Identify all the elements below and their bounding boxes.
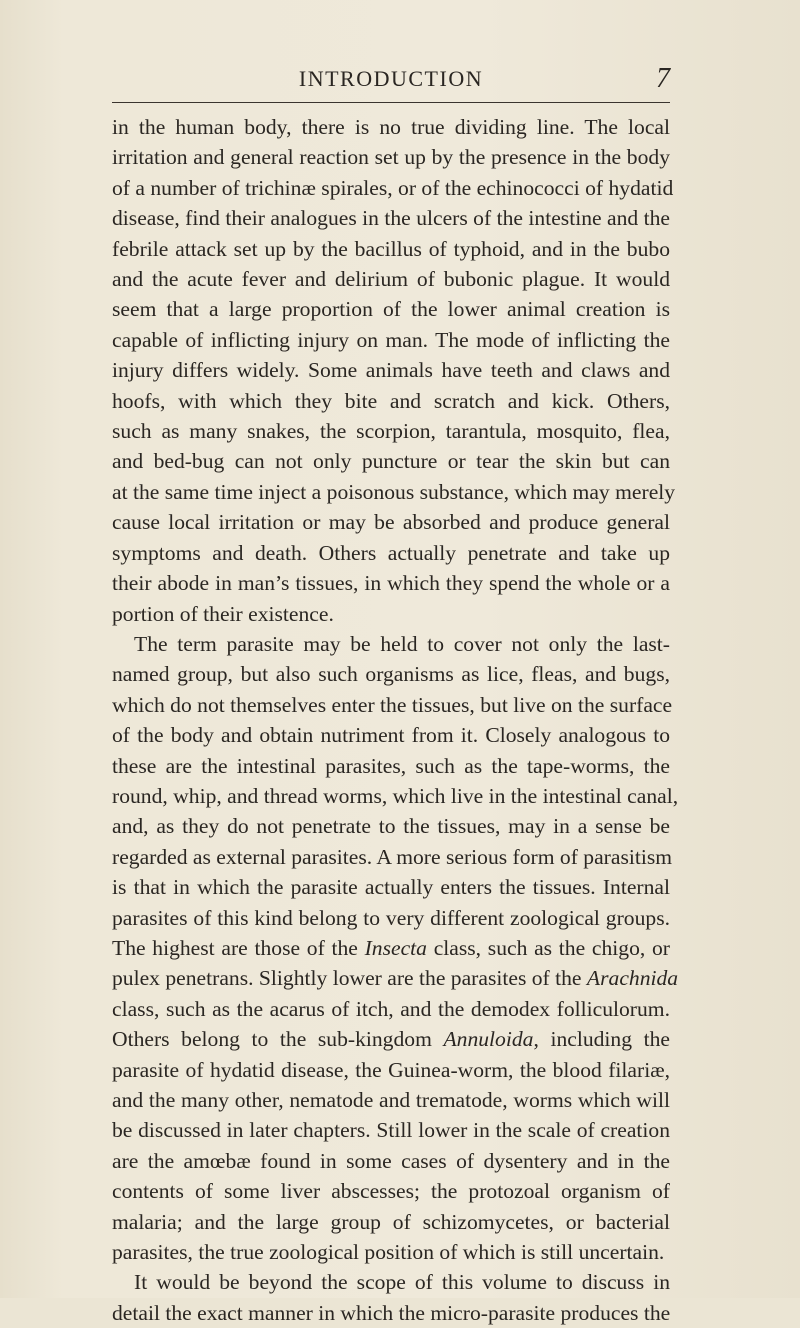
text-line <box>112 1115 670 1145</box>
text-run: these are the intestinal parasites, such as the tape-worms, the <box>112 753 670 778</box>
text-run: It would be beyond the scope of this volume to discuss in <box>134 1270 670 1295</box>
text-run: and, as they do not penetrate to the tissues, may in a sense be <box>112 814 670 839</box>
text-run: parasites of this kind belong to very different zoological groups. <box>112 905 670 930</box>
text-line <box>112 781 679 811</box>
text-run: regarded as external parasites. A more serious form of parasitism <box>112 844 673 869</box>
text-run: seem that a large proportion of the lower animal creation is <box>112 297 670 322</box>
text-line <box>112 994 670 1024</box>
text-run: detail the exact manner in which the micro-parasite produces the <box>112 1300 671 1325</box>
text-line <box>112 751 670 781</box>
text-line <box>112 933 670 963</box>
body-text <box>112 112 679 1328</box>
text-line <box>112 416 670 446</box>
text-run: febrile attack set up by the bacillus of typhoid, and in the bubo <box>112 236 670 261</box>
text-line <box>112 1237 670 1267</box>
italic-term: Arachnida <box>586 966 679 991</box>
text-line <box>112 659 670 689</box>
text-line <box>112 477 676 507</box>
text-line <box>112 203 670 233</box>
text-line <box>112 872 670 902</box>
text-line <box>112 1298 670 1328</box>
text-line <box>112 507 670 537</box>
text-line <box>112 1024 670 1054</box>
text-run: is that in which the parasite actually enters the tissues. Internal <box>112 875 670 900</box>
text-run: and the many other, nematode and trematode, worms which will <box>112 1088 670 1112</box>
text-line <box>112 842 673 872</box>
text-run: , including the <box>533 1027 670 1052</box>
text-line <box>112 963 679 993</box>
text-line <box>112 355 670 385</box>
text-line <box>112 1146 670 1176</box>
text-line <box>112 538 670 568</box>
text-run: named group, but also such organisms as lice, fleas, and bugs, <box>112 662 670 687</box>
text-line <box>112 690 673 720</box>
text-run: contents of some liver abscesses; the protozoal organism of <box>112 1179 670 1204</box>
text-run: which do not themselves enter the tissues, but live on the surface <box>112 692 673 717</box>
page-number: 7 <box>656 63 670 94</box>
text-line <box>112 568 670 598</box>
text-run: class, such as the chigo, or <box>426 935 670 960</box>
text-run: of a number of trichinæ spirales, or of the echinococci of hydatid <box>112 175 674 200</box>
text-run: injury differs widely. Some animals have teeth and claws and <box>112 358 670 383</box>
text-run: their abode in man’s tissues, in which they spend the whole or a <box>112 571 670 596</box>
text-run: and the acute fever and delirium of bubonic plague. It would <box>112 267 670 292</box>
text-line <box>112 142 670 172</box>
text-run: at the same time inject a poisonous substance, which may merely <box>112 479 676 504</box>
text-run: hoofs, with which they bite and scratch and kick. Others, <box>112 388 670 413</box>
text-run: pulex penetrans. Slightly lower are the parasites of the <box>112 966 587 991</box>
text-line <box>112 1267 670 1297</box>
text-line <box>112 629 670 659</box>
italic-term: Annuloida <box>443 1027 534 1052</box>
text-line <box>112 903 670 933</box>
text-run: irritation and general reaction set up by the presence in the body <box>112 145 670 170</box>
text-line <box>112 325 670 355</box>
text-line <box>112 1055 670 1085</box>
text-line <box>112 1176 670 1206</box>
text-run: such as many snakes, the scorpion, tarantula, mosquito, flea, <box>112 419 670 444</box>
text-line <box>112 811 670 841</box>
text-run: cause local irritation or may be absorbed and produce general <box>112 510 670 535</box>
text-run: capable of inflicting injury on man. The mode of inflicting the <box>112 327 670 352</box>
text-run: disease, find their analogues in the ulcers of the intestine and the <box>112 206 670 231</box>
text-run: class, such as the acarus of itch, and the demodex folliculorum. <box>112 996 670 1021</box>
text-run: malaria; and the large group of schizomycetes, or bacterial <box>112 1209 670 1234</box>
text-run: round, whip, and thread worms, which live in the intestinal canal, <box>112 783 679 808</box>
paragraph <box>112 629 679 1268</box>
text-run: of the body and obtain nutriment from it. Closely analogous to <box>112 723 670 748</box>
paragraph <box>112 112 676 629</box>
text-run: and bed-bug can not only puncture or tear the skin but can <box>112 449 670 474</box>
text-run: in the human body, there is no true dividing line. The local <box>112 115 670 139</box>
text-run: portion of their existence. <box>112 601 334 626</box>
text-line <box>112 173 674 203</box>
text-run: The highest are those of the <box>112 935 365 960</box>
text-line <box>112 264 670 294</box>
text-line <box>112 112 670 142</box>
text-run: Others belong to the sub-kingdom <box>112 1027 444 1052</box>
text-run: symptoms and death. Others actually penetrate and take up <box>112 540 670 565</box>
text-run: are the amœbæ found in some cases of dysentery and in the <box>112 1148 670 1173</box>
text-line <box>112 446 670 476</box>
page-header <box>112 63 670 100</box>
text-line <box>112 294 670 324</box>
text-line <box>112 386 670 416</box>
text-line <box>112 234 670 264</box>
italic-term: Insecta <box>364 935 427 960</box>
running-head: INTRODUCTION <box>298 66 484 91</box>
text-run: The term parasite may be held to cover not only the last- <box>134 631 670 656</box>
text-run: parasite of hydatid disease, the Guinea-worm, the blood filariæ, <box>112 1057 670 1082</box>
text-run: parasites, the true zoological position of which is still uncertain. <box>112 1240 665 1265</box>
text-line <box>112 1207 670 1237</box>
text-line <box>112 720 670 750</box>
header-rule <box>112 102 670 103</box>
text-run: be discussed in later chapters. Still lower in the scale of creation <box>112 1118 670 1143</box>
text-line <box>112 1085 670 1115</box>
text-line <box>112 599 670 629</box>
